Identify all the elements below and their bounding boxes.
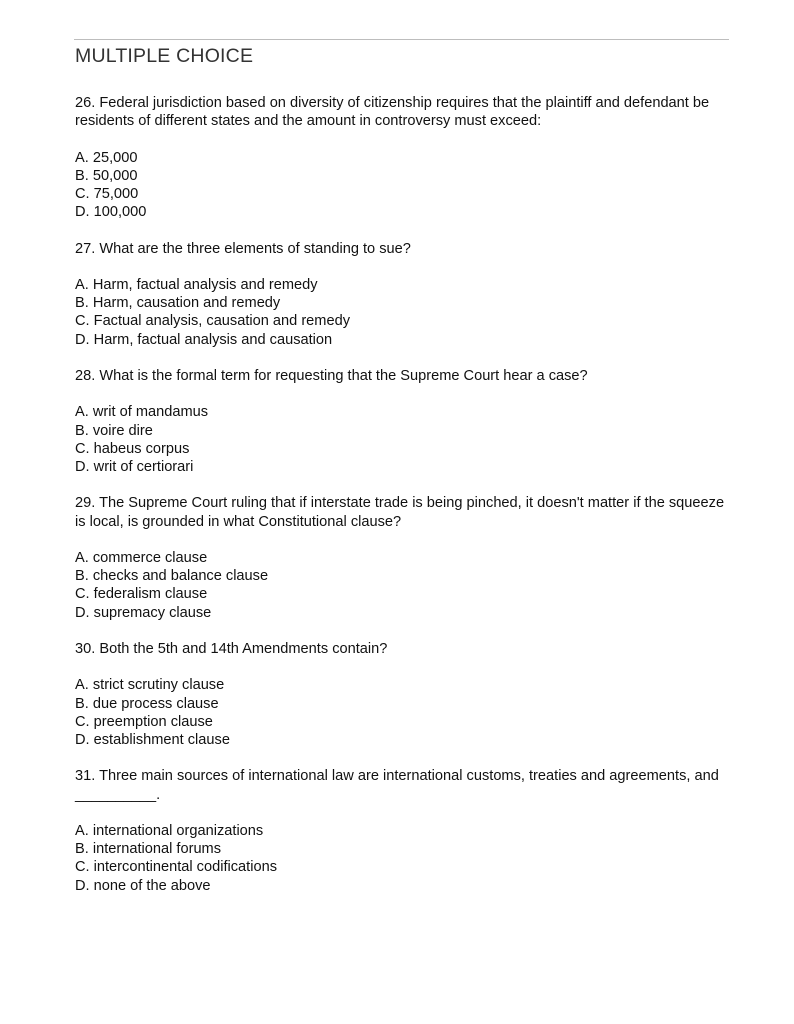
option-b: B. due process clause [75,695,219,712]
question-text: 31. Three main sources of international law are international customs, treaties and agreements, and __________. [75,768,719,803]
answer-options [75,403,735,476]
option-c: C. 75,000 [75,186,139,202]
option-c: C. intercontinental codifications [75,859,277,876]
top-divider [74,39,729,40]
option-a: A. international organizations [75,822,264,839]
option-d: D. establishment clause [75,731,230,748]
question-28 [75,367,735,476]
question-text: 28. What is the formal term for requesting that the Supreme Court hear a case? [75,367,588,384]
question-text: 26. Federal jurisdiction based on diversity of citizenship requires that the plaintiff and defendant be residents of different states and the amount in controversy must exceed: [75,95,710,130]
question-27 [75,240,735,349]
question-29 [75,494,735,621]
option-a: A. strict scrutiny clause [75,677,225,694]
option-c: C. preemption clause [75,713,213,730]
answer-options [75,822,735,895]
question-30 [75,640,735,749]
option-d: D. writ of certiorari [75,458,194,475]
answer-options [75,676,735,749]
option-c: C. federalism clause [75,586,208,603]
question-text: 27. What are the three elements of standing to sue? [75,240,411,257]
option-b: B. 50,000 [75,167,138,184]
option-a: A. 25,000 [75,149,138,166]
section-title: MULTIPLE CHOICE [75,45,254,67]
question-31 [75,767,735,894]
answer-options [75,149,735,222]
answer-options [75,276,735,349]
option-c: C. habeus corpus [75,440,190,457]
option-a: A. writ of mandamus [75,404,209,421]
question-text: 29. The Supreme Court ruling that if interstate trade is being pinched, it doesn't matter if the squeeze is local, is grounded in what Constitutional clause? [75,495,725,530]
option-a: A. Harm, factual analysis and remedy [75,276,318,293]
answer-options [75,549,735,622]
question-text: 30. Both the 5th and 14th Amendments contain? [75,640,388,657]
question-list [75,94,735,913]
option-a: A. commerce clause [75,549,208,566]
option-d: D. 100,000 [75,204,147,221]
option-b: B. voire dire [75,422,153,439]
option-b: B. international forums [75,841,222,858]
option-c: C. Factual analysis, causation and remedy [75,313,350,330]
question-26 [75,94,735,221]
option-d: D. none of the above [75,877,211,894]
option-b: B. Harm, causation and remedy [75,295,281,312]
option-b: B. checks and balance clause [75,568,269,585]
option-d: D. supremacy clause [75,604,212,621]
option-d: D. Harm, factual analysis and causation [75,331,333,348]
